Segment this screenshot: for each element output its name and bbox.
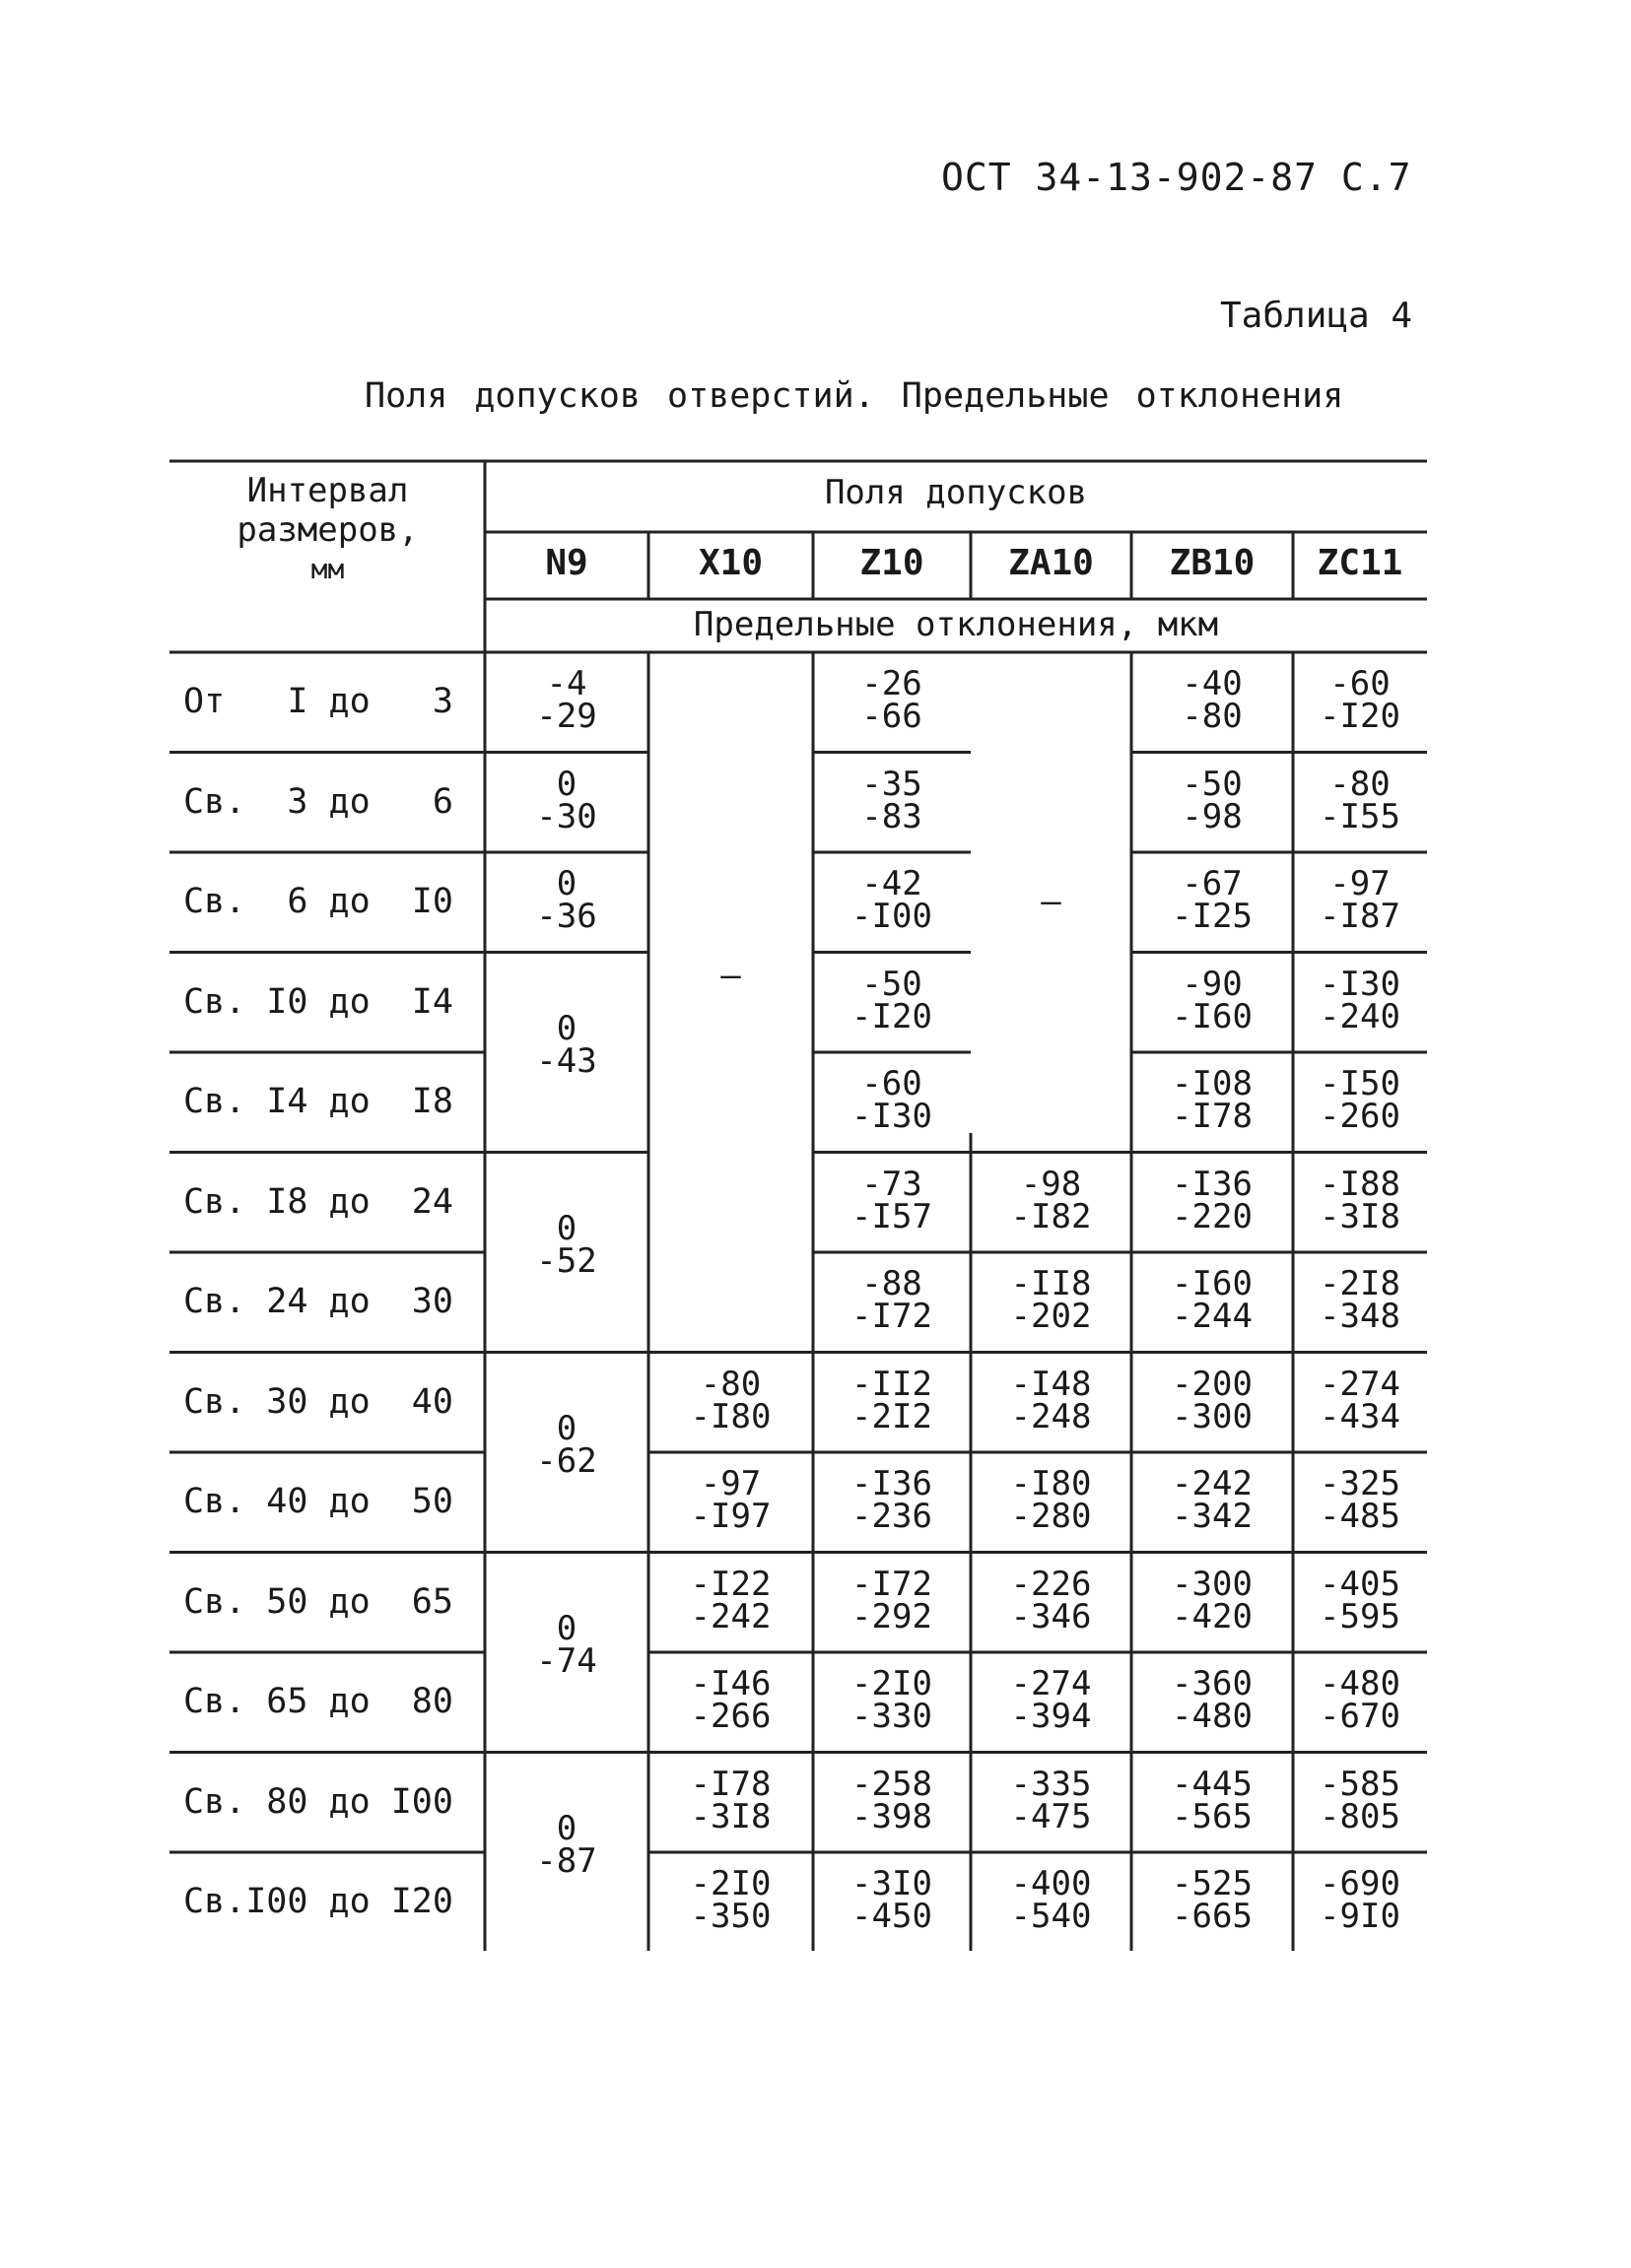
x10-empty-mark: – xyxy=(720,956,741,995)
zb10-deviation-pair xyxy=(1131,764,1293,836)
lower-deviation: -I82 xyxy=(1010,1196,1092,1236)
upper-deviation: -274 xyxy=(1010,1664,1092,1703)
upper-deviation: -400 xyxy=(1010,1864,1092,1903)
z10-deviation-pair xyxy=(813,1564,971,1636)
lower-deviation: -292 xyxy=(851,1596,932,1636)
zb10-deviation-pair xyxy=(1131,1764,1293,1836)
size-header-line-2: размеров, xyxy=(237,510,419,550)
lower-deviation: -I57 xyxy=(851,1196,932,1236)
za10-deviation-pair xyxy=(971,1164,1131,1236)
upper-deviation: -II2 xyxy=(851,1364,932,1404)
lower-deviation: -480 xyxy=(1172,1697,1253,1736)
zc11-deviation-pair xyxy=(1293,1064,1427,1136)
lower-deviation: -9I0 xyxy=(1320,1897,1400,1936)
lower-deviation: -805 xyxy=(1320,1796,1400,1836)
lower-deviation: -394 xyxy=(1010,1697,1092,1736)
zc11-deviation-pair xyxy=(1293,664,1427,736)
za10-deviation-pair xyxy=(971,1764,1131,1836)
z10-deviation-pair xyxy=(813,1464,971,1536)
lower-deviation: -I00 xyxy=(851,897,932,936)
upper-deviation: -I60 xyxy=(1172,1264,1253,1303)
zb10-deviation-pair xyxy=(1131,664,1293,736)
lower-deviation: -30 xyxy=(536,796,597,836)
lower-deviation: -80 xyxy=(1182,697,1243,736)
lower-deviation: -43 xyxy=(536,1041,597,1081)
lower-deviation: -348 xyxy=(1320,1297,1400,1336)
upper-deviation: -585 xyxy=(1320,1764,1400,1804)
za10-deviation-pair xyxy=(971,1464,1131,1536)
column-zb10: ZB10 xyxy=(1169,543,1256,583)
lower-deviation: -83 xyxy=(861,796,922,836)
lower-deviation: -I20 xyxy=(851,996,932,1036)
size-range-label: Св.I00 до I20 xyxy=(183,1882,453,1921)
size-range-label: Св. 30 до 40 xyxy=(183,1381,453,1422)
upper-deviation: -90 xyxy=(1182,964,1243,1004)
upper-deviation: -405 xyxy=(1320,1564,1400,1604)
lower-deviation: -398 xyxy=(851,1796,932,1836)
lower-deviation: -346 xyxy=(1010,1596,1092,1636)
upper-deviation: -445 xyxy=(1172,1764,1253,1804)
zb10-deviation-pair xyxy=(1131,864,1293,936)
n9-deviation-pair xyxy=(485,1409,648,1481)
upper-deviation: 0 xyxy=(556,1009,578,1048)
lower-deviation: -I30 xyxy=(851,1097,932,1136)
lower-deviation: -I60 xyxy=(1172,996,1253,1036)
lower-deviation: -420 xyxy=(1172,1596,1253,1636)
upper-deviation: -525 xyxy=(1172,1864,1253,1903)
upper-deviation: -I22 xyxy=(690,1564,772,1604)
upper-deviation: -4 xyxy=(546,664,587,703)
units-header: Предельные отклонения, мкм xyxy=(693,605,1219,644)
upper-deviation: -360 xyxy=(1172,1664,1253,1703)
upper-deviation: -73 xyxy=(861,1164,922,1204)
upper-deviation: 0 xyxy=(556,1409,578,1448)
lower-deviation: -242 xyxy=(690,1596,772,1636)
za10-deviation-pair xyxy=(971,1264,1131,1336)
lower-deviation: -450 xyxy=(851,1897,932,1936)
lower-deviation: -I87 xyxy=(1320,897,1400,936)
lower-deviation: -565 xyxy=(1172,1796,1253,1836)
za10-empty-mark: – xyxy=(1041,882,1061,921)
upper-deviation: -I36 xyxy=(851,1464,932,1503)
upper-deviation: -2I8 xyxy=(1320,1264,1400,1303)
lower-deviation: -66 xyxy=(861,697,922,736)
lower-deviation: -202 xyxy=(1010,1297,1092,1336)
x10-deviation-pair xyxy=(648,1864,813,1936)
upper-deviation: -88 xyxy=(861,1264,922,1303)
upper-deviation: -300 xyxy=(1172,1564,1253,1604)
lower-deviation: -330 xyxy=(851,1697,932,1736)
za10-deviation-pair xyxy=(971,1564,1131,1636)
zc11-deviation-pair xyxy=(1293,1864,1427,1936)
upper-deviation: -I36 xyxy=(1172,1164,1253,1204)
upper-deviation: -480 xyxy=(1320,1664,1400,1703)
zc11-deviation-pair xyxy=(1293,1264,1427,1336)
upper-deviation: -97 xyxy=(700,1464,762,1503)
za10-deviation-pair xyxy=(971,1364,1131,1436)
lower-deviation: -670 xyxy=(1320,1697,1400,1736)
table-number: Таблица 4 xyxy=(1220,296,1413,336)
upper-deviation: 0 xyxy=(556,864,578,903)
zb10-deviation-pair xyxy=(1131,1464,1293,1536)
n9-deviation-pair xyxy=(485,1609,648,1681)
lower-deviation: -260 xyxy=(1320,1097,1400,1136)
lower-deviation: -I97 xyxy=(690,1497,772,1536)
table-title: Поля допусков отверстий. Предельные отклонения xyxy=(365,376,1344,416)
z10-deviation-pair xyxy=(813,1364,971,1436)
lower-deviation: -74 xyxy=(536,1641,597,1681)
upper-deviation: -35 xyxy=(861,764,922,804)
upper-deviation: -67 xyxy=(1182,864,1243,903)
lower-deviation: -I72 xyxy=(851,1297,932,1336)
upper-deviation: -II8 xyxy=(1010,1264,1092,1303)
lower-deviation: -29 xyxy=(536,697,597,736)
lower-deviation: -I78 xyxy=(1172,1097,1253,1136)
zc11-deviation-pair xyxy=(1293,864,1427,936)
column-n9: N9 xyxy=(545,543,588,583)
z10-deviation-pair xyxy=(813,864,971,936)
size-header-line-1: Интервал xyxy=(246,471,409,510)
z10-deviation-pair xyxy=(813,964,971,1036)
x10-deviation-pair xyxy=(648,1764,813,1836)
upper-deviation: -3I0 xyxy=(851,1864,932,1903)
zb10-deviation-pair xyxy=(1131,1164,1293,1236)
upper-deviation: -I08 xyxy=(1172,1064,1253,1103)
size-range-label: От I до 3 xyxy=(183,682,453,721)
upper-deviation: -I46 xyxy=(690,1664,772,1703)
upper-deviation: -2I0 xyxy=(851,1664,932,1703)
upper-deviation: -258 xyxy=(851,1764,932,1804)
z10-deviation-pair xyxy=(813,1664,971,1736)
lower-deviation: -3I8 xyxy=(1320,1196,1400,1236)
upper-deviation: -50 xyxy=(1182,764,1243,804)
zc11-deviation-pair xyxy=(1293,1564,1427,1636)
upper-deviation: -60 xyxy=(1329,664,1391,703)
z10-deviation-pair xyxy=(813,1864,971,1936)
upper-deviation: -98 xyxy=(1020,1164,1082,1204)
column-zc11: ZC11 xyxy=(1317,543,1403,583)
lower-deviation: -3I8 xyxy=(690,1796,772,1836)
lower-deviation: -236 xyxy=(851,1497,932,1536)
lower-deviation: -266 xyxy=(690,1697,772,1736)
lower-deviation: -220 xyxy=(1172,1196,1253,1236)
upper-deviation: -I48 xyxy=(1010,1364,1092,1404)
upper-deviation: -80 xyxy=(1329,764,1391,804)
lower-deviation: -240 xyxy=(1320,996,1400,1036)
zb10-deviation-pair xyxy=(1131,1564,1293,1636)
x10-deviation-pair xyxy=(648,1564,813,1636)
upper-deviation: -50 xyxy=(861,964,922,1004)
upper-deviation: 0 xyxy=(556,764,578,804)
lower-deviation: -350 xyxy=(690,1897,772,1936)
size-range-label: Св. I8 до 24 xyxy=(183,1181,453,1222)
upper-deviation: 0 xyxy=(556,1609,578,1648)
size-header-line-3: мм xyxy=(310,553,345,585)
lower-deviation: -342 xyxy=(1172,1497,1253,1536)
z10-deviation-pair xyxy=(813,664,971,736)
lower-deviation: -I25 xyxy=(1172,897,1253,936)
x10-deviation-pair xyxy=(648,1364,813,1436)
upper-deviation: -690 xyxy=(1320,1864,1400,1903)
zc11-deviation-pair xyxy=(1293,1664,1427,1736)
lower-deviation: -300 xyxy=(1172,1396,1253,1436)
zb10-deviation-pair xyxy=(1131,1864,1293,1936)
lower-deviation: -244 xyxy=(1172,1297,1253,1336)
z10-deviation-pair xyxy=(813,1764,971,1836)
column-za10: ZA10 xyxy=(1008,543,1094,583)
n9-deviation-pair xyxy=(485,1209,648,1281)
zb10-deviation-pair xyxy=(1131,964,1293,1036)
lower-deviation: -434 xyxy=(1320,1396,1400,1436)
lower-deviation: -2I2 xyxy=(851,1396,932,1436)
upper-deviation: -242 xyxy=(1172,1464,1253,1503)
upper-deviation: -26 xyxy=(861,664,922,703)
tolerance-fields-header: Поля допусков xyxy=(824,473,1088,512)
zc11-deviation-pair xyxy=(1293,764,1427,836)
z10-deviation-pair xyxy=(813,764,971,836)
upper-deviation: -97 xyxy=(1329,864,1391,903)
column-z10: Z10 xyxy=(859,543,924,583)
n9-deviation-pair xyxy=(485,1809,648,1881)
lower-deviation: -87 xyxy=(536,1841,597,1881)
lower-deviation: -595 xyxy=(1320,1596,1400,1636)
upper-deviation: 0 xyxy=(556,1209,578,1248)
upper-deviation: -I78 xyxy=(690,1764,772,1804)
z10-deviation-pair xyxy=(813,1264,971,1336)
upper-deviation: -226 xyxy=(1010,1564,1092,1604)
zc11-deviation-pair xyxy=(1293,964,1427,1036)
upper-deviation: -274 xyxy=(1320,1364,1400,1404)
size-interval-header xyxy=(177,471,478,589)
upper-deviation: -42 xyxy=(861,864,922,903)
size-range-label: Св. I0 до I4 xyxy=(183,981,453,1022)
size-range-label: Св. 40 до 50 xyxy=(183,1482,453,1521)
z10-deviation-pair xyxy=(813,1064,971,1136)
zc11-deviation-pair xyxy=(1293,1764,1427,1836)
lower-deviation: -52 xyxy=(536,1241,597,1281)
za10-deviation-pair xyxy=(971,1664,1131,1736)
zb10-deviation-pair xyxy=(1131,1364,1293,1436)
upper-deviation: -I50 xyxy=(1320,1064,1400,1103)
zc11-deviation-pair xyxy=(1293,1364,1427,1436)
size-range-label: Св. 50 до 65 xyxy=(183,1581,453,1622)
upper-deviation: -325 xyxy=(1320,1464,1400,1503)
document-code: ОСТ 34-13-902-87 С.7 xyxy=(941,156,1412,199)
upper-deviation: -2I0 xyxy=(690,1864,772,1903)
zc11-deviation-pair xyxy=(1293,1464,1427,1536)
za10-deviation-pair xyxy=(971,1864,1131,1936)
zb10-deviation-pair xyxy=(1131,1264,1293,1336)
size-range-label: Св. 6 до I0 xyxy=(183,882,453,921)
x10-deviation-pair xyxy=(648,1464,813,1536)
size-range-label: Св. 65 до 80 xyxy=(183,1682,453,1721)
zb10-deviation-pair xyxy=(1131,1064,1293,1136)
upper-deviation: -80 xyxy=(700,1364,762,1404)
upper-deviation: -I30 xyxy=(1320,964,1400,1004)
column-x10: X10 xyxy=(698,543,764,583)
lower-deviation: -475 xyxy=(1010,1796,1092,1836)
size-range-label: Св. 24 до 30 xyxy=(183,1282,453,1321)
n9-deviation-pair xyxy=(485,664,648,736)
upper-deviation: 0 xyxy=(556,1809,578,1848)
lower-deviation: -665 xyxy=(1172,1897,1253,1936)
upper-deviation: -I72 xyxy=(851,1564,932,1604)
x10-deviation-pair xyxy=(648,1664,813,1736)
lower-deviation: -62 xyxy=(536,1441,597,1481)
upper-deviation: -335 xyxy=(1010,1764,1092,1804)
lower-deviation: -540 xyxy=(1010,1897,1092,1936)
upper-deviation: -40 xyxy=(1182,664,1243,703)
size-range-label: Св. 3 до 6 xyxy=(183,781,453,822)
n9-deviation-pair xyxy=(485,1009,648,1081)
size-range-label: Св. I4 до I8 xyxy=(183,1082,453,1121)
lower-deviation: -I55 xyxy=(1320,796,1400,836)
lower-deviation: -248 xyxy=(1010,1396,1092,1436)
lower-deviation: -I20 xyxy=(1320,697,1400,736)
lower-deviation: -485 xyxy=(1320,1497,1400,1536)
lower-deviation: -I80 xyxy=(690,1396,772,1436)
n9-deviation-pair xyxy=(485,764,648,836)
upper-deviation: -I80 xyxy=(1010,1464,1092,1503)
size-range-label: Св. 80 до I00 xyxy=(183,1781,453,1822)
lower-deviation: -280 xyxy=(1010,1497,1092,1536)
lower-deviation: -98 xyxy=(1182,796,1243,836)
z10-deviation-pair xyxy=(813,1164,971,1236)
zb10-deviation-pair xyxy=(1131,1664,1293,1736)
upper-deviation: -60 xyxy=(861,1064,922,1103)
upper-deviation: -200 xyxy=(1172,1364,1253,1404)
lower-deviation: -36 xyxy=(536,897,597,936)
n9-deviation-pair xyxy=(485,864,648,936)
upper-deviation: -I88 xyxy=(1320,1164,1400,1204)
zc11-deviation-pair xyxy=(1293,1164,1427,1236)
